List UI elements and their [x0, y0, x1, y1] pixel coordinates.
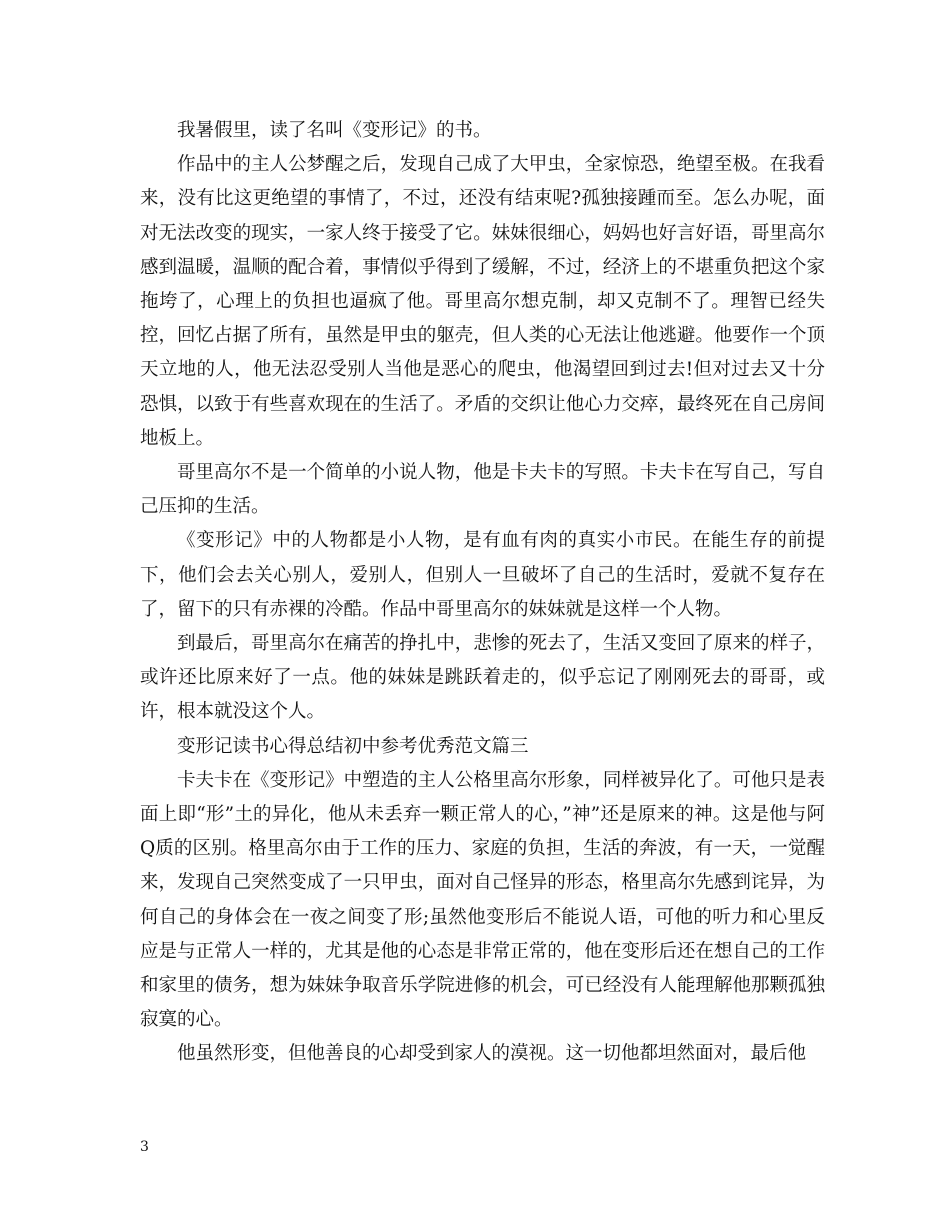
paragraph-small-people: 《变形记》中的人物都是小人物，是有血有肉的真实小市民。在能生存的前提下，他们会去关心别人，爱别人，但别人一旦破坏了自己的生活时，爱就不复存在了，留下的只有赤裸的冷酷。作品中哥里高尔的妹妹就是这样一个人物。: [140, 530, 825, 620]
paragraph-alienation: 卡夫卡在《变形记》中塑造的主人公格里高尔形象，同样被异化了。可他只是表面上即“形”土的异化，他从未丢弃一颗正常人的心，”神”还是原来的神。这是他与阿Q质的区别。格里高尔由于工作的压力、家庭的负担，生活的奔波，有一天，一觉醒来，发现自己突然变成了一只甲虫，面对自己怪异的形态，格里高尔先感到诧异，为何自己的身体会在一夜之间变了形;虽然他变形后不能说人语，可他的听力和心里反应是与正常人一样的，尤其是他的心态是非常正常的，他在变形后还在想自己的工作和家里的债务，想为妹妹争取音乐学院进修的机会，可已经没有人能理解他那颗孤独寂寞的心。: [140, 769, 825, 1031]
page-number: 3: [140, 1139, 149, 1155]
paragraph-continued: 他虽然形变，但他善良的心却受到家人的漠视。这一切他都坦然面对，最后他: [177, 1043, 807, 1065]
paragraph-kafka-portrait: 哥里高尔不是一个简单的小说人物，他是卡夫卡的写照。卡夫卡在写自己，写自己压抑的生活。: [140, 462, 825, 518]
paragraph-summary: 作品中的主人公梦醒之后，发现自己成了大甲虫，全家惊恐，绝望至极。在我看来，没有比这更绝望的事情了，不过，还没有结束呢?孤独接踵而至。怎么办呢，面对无法改变的现实，一家人终于接受了它。妹妹很细心，妈妈也好言好语，哥里高尔感到温暖，温顺的配合着，事情似乎得到了缓解，不过，经济上的不堪重负把这个家拖垮了，心理上的负担也逼疯了他。哥里高尔想克制，却又克制不了。理智已经失控，回忆占据了所有，虽然是甲虫的躯壳，但人类的心无法让他逃避。他要作一个顶天立地的人，他无法忍受别人当他是恶心的爬虫，他渴望回到过去!但对过去又十分恐惧，以致于有些喜欢现在的生活了。矛盾的交织让他心力交瘁，最终死在自己房间地板上。: [140, 154, 825, 449]
paragraph-intro: 我暑假里，读了名叫《变形记》的书。: [177, 120, 492, 141]
document-body: [140, 114, 825, 1072]
section-heading: 变形记读书心得总结初中参考优秀范文篇三: [177, 735, 529, 757]
paragraph-ending: 到最后，哥里高尔在痛苦的挣扎中，悲惨的死去了，生活又变回了原来的样子，或许还比原来好了一点。他的妹妹是跳跃着走的，似乎忘记了刚刚死去的哥哥，或许，根本就没这个人。: [140, 633, 825, 723]
